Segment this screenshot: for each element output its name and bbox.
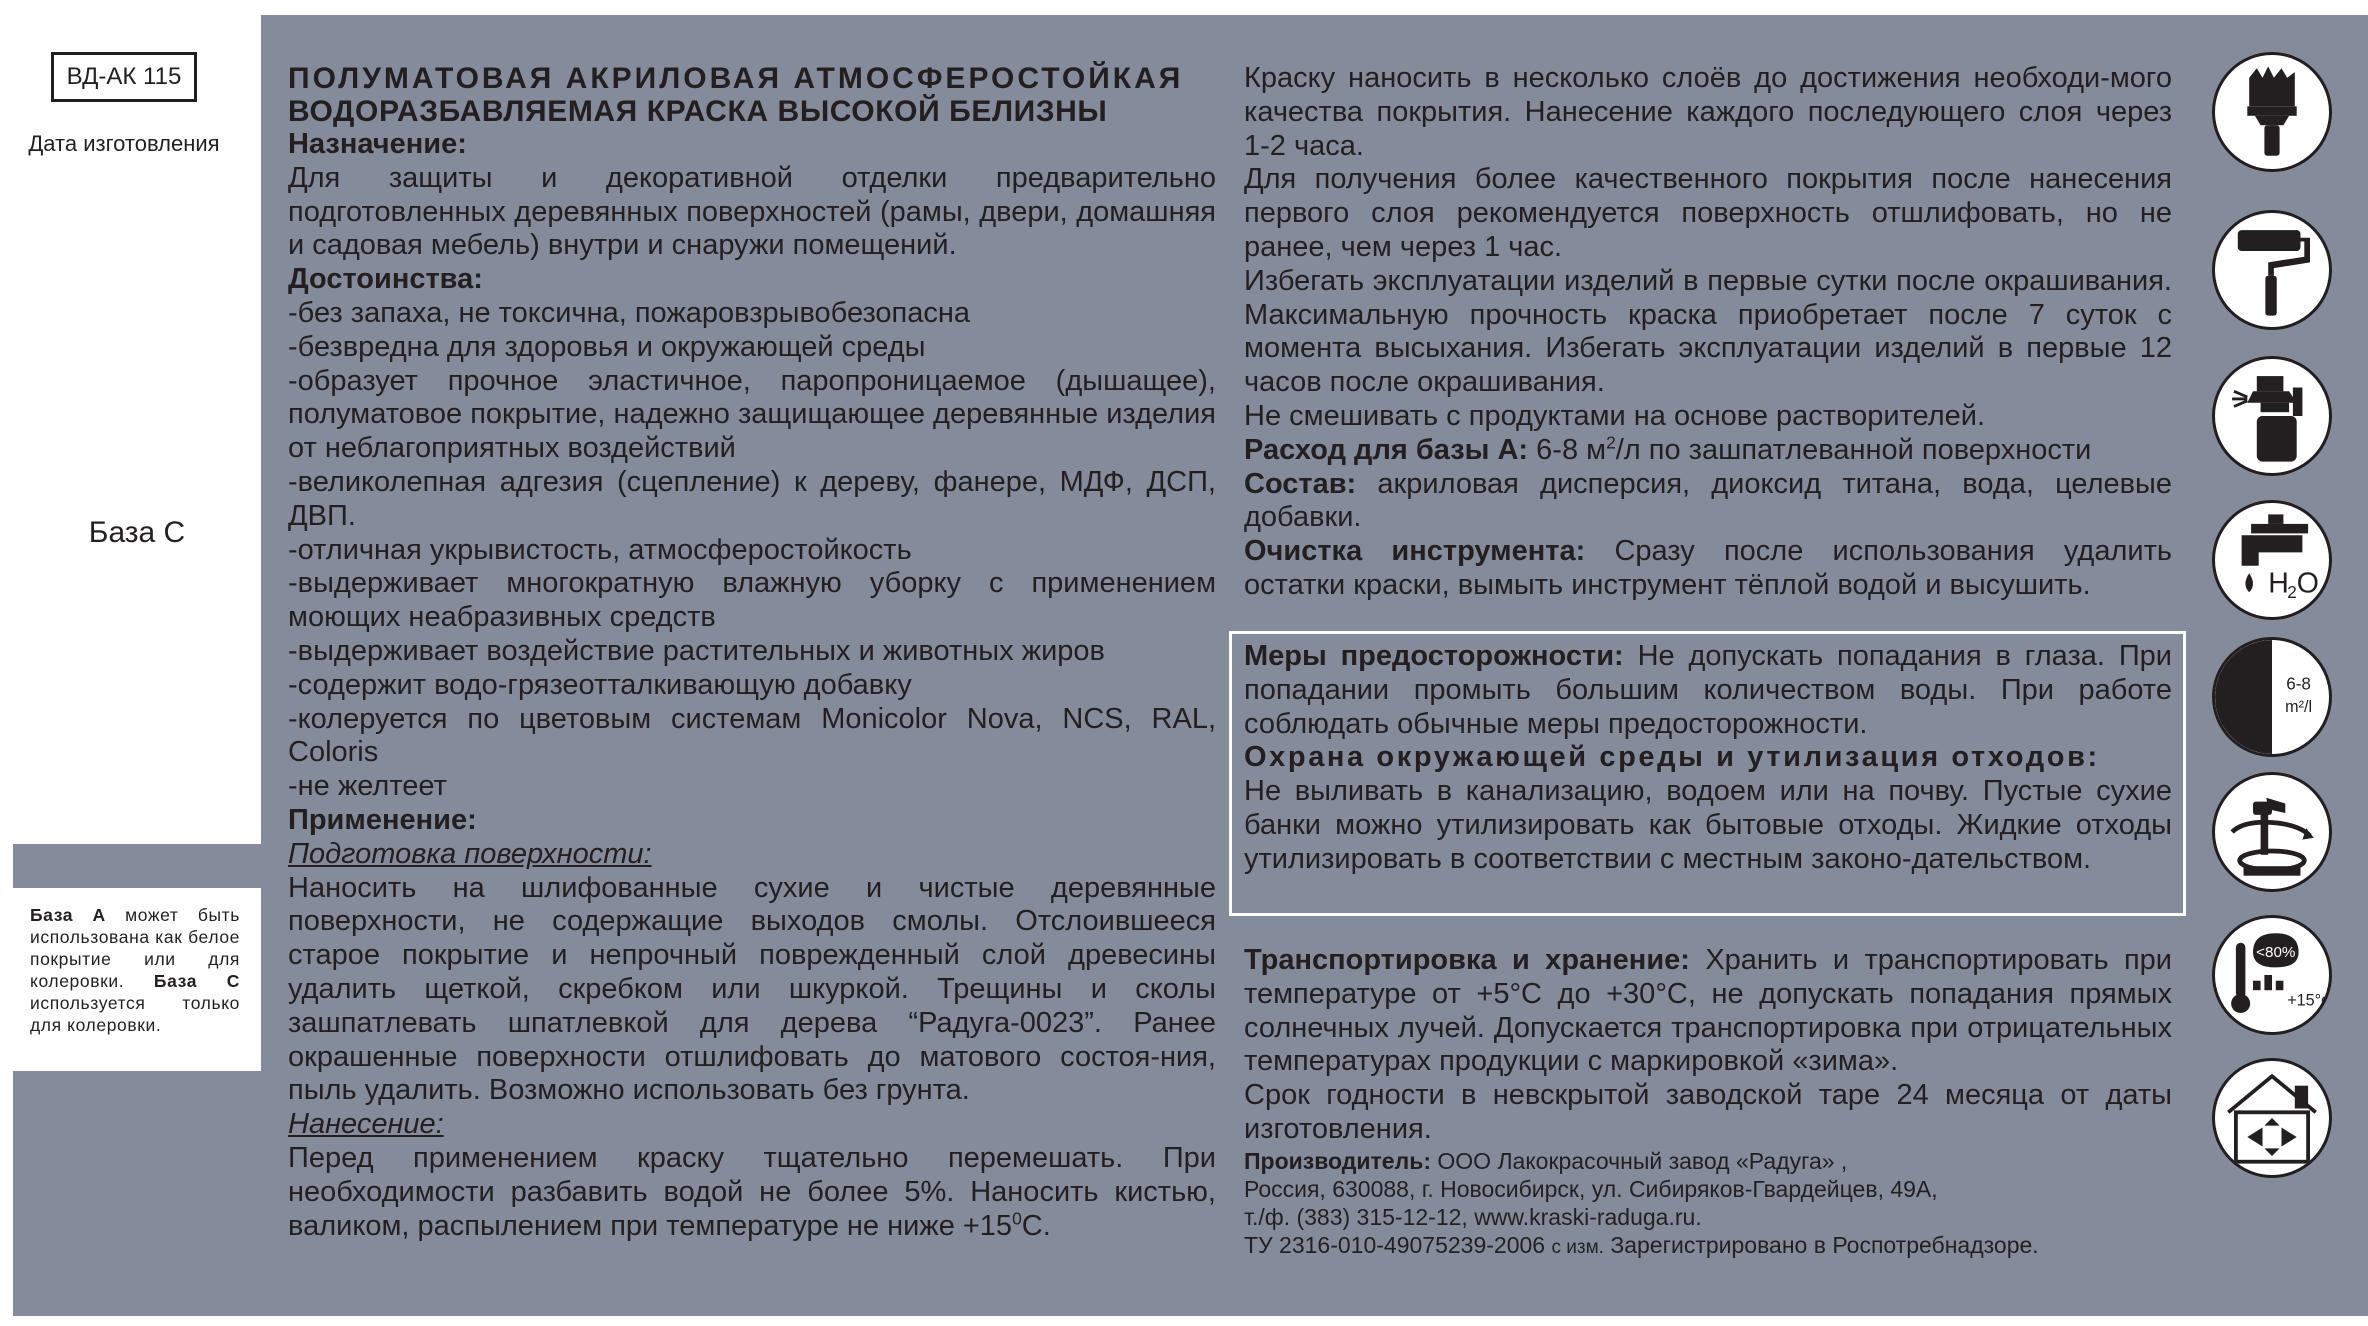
product-title-line2: ВОДОРАЗБАВЛЯЕМАЯ КРАСКА ВЫСОКОЙ БЕЛИЗНЫ: [288, 95, 1108, 128]
tu-small: с изм.: [1551, 1236, 1604, 1258]
composition-label: Состав:: [1244, 467, 1357, 500]
water-tap-icon: [2212, 500, 2332, 620]
apply-text: [288, 1142, 1216, 1243]
stir-icon: [2212, 772, 2332, 892]
manufacturer-name: ООО Лакокрасочный завод «Радуга» ,: [1437, 1147, 1848, 1174]
svg-text:O: O: [2296, 567, 2319, 600]
svg-text:+15°c: +15°c: [2287, 991, 2329, 1010]
transport-column: [1244, 944, 2172, 1262]
transport-label: Транспортировка и хранение:: [1244, 944, 1690, 976]
cleaning-label: Очистка инструмента:: [1244, 535, 1586, 568]
precautions: [1244, 640, 2172, 741]
tu-code: ТУ 2316-010-49075239-2006: [1244, 1231, 1546, 1258]
advantages-heading: Достоинства:: [288, 263, 483, 296]
purpose-text: Для защиты и декоративной отделки предварительно подготовленных деревянных поверхностей (рамы, двери, домашняя и садовая мебель) внутри и снаружи помещений.: [288, 161, 1216, 262]
application-heading: Применение:: [288, 803, 477, 836]
apply-heading: Нанесение:: [288, 1108, 444, 1141]
storage-temperature-icon: [2212, 915, 2332, 1035]
base-label: База С: [88, 516, 186, 549]
composition: [1244, 468, 2172, 536]
coverage-icon: [2212, 637, 2332, 757]
transport-text: Хранить и транспортировать при температуре от +5°С до +30°С, не допускать попадания прямых солнечных лучей. Допускается транспортировка при отрицательных температурах продукции с маркировкой «зима».: [1244, 944, 2172, 1078]
manufacturer-contacts: т./ф. (383) 315-12-12, www.kraski-raduga.ru.: [1244, 1203, 1702, 1230]
h2o-text: H: [2268, 567, 2289, 600]
manufacture-date-label: Дата изготовления: [28, 131, 220, 156]
advantage-item: -выдерживает воздействие растительных и животных жиров: [288, 634, 1105, 667]
base-note: [30, 904, 240, 1036]
cleaning: [1244, 535, 2172, 603]
apply-text-sup: 0: [1012, 1207, 1022, 1228]
manufacturer-address: Россия, 630088, г. Новосибирск, ул. Сибиряков-Гвардейцев, 49А,: [1244, 1175, 1938, 1202]
product-code: ВД-АК 115: [51, 52, 197, 102]
svg-text:<80%: <80%: [2256, 943, 2296, 961]
prep-heading: Подготовка поверхности:: [288, 837, 652, 870]
purpose-heading: Назначение:: [288, 128, 467, 160]
product-title-line1: ПОЛУМАТОВАЯ АКРИЛОВАЯ АТМОСФЕРОСТОЙКАЯ: [288, 62, 1184, 95]
advantage-item: -безвредна для здоровья и окружающей среды: [288, 330, 926, 363]
registered-text: Зарегистрировано в Роспотребнадзоре.: [1610, 1231, 2039, 1258]
advantages-list: [288, 297, 1216, 804]
sanding-text: Для получения более качественного покрытия после нанесения первого слоя рекомендуется поверхность отшлифовать, но не ранее, чем через 1 час.: [1244, 163, 2172, 263]
prep-text: Наносить на шлифованные сухие и чистые деревянные поверхности, не содержащие выходов смолы. Отслоившееся старое покрытие и непрочный поврежденный слой древесины удалить щеткой, скребком или шкуркой. Трещины и сколы зашпатлевать шпатлевкой для дерева “Радуга-0023”. Ранее окрашенные поверхности отшлифовать до матового состоя-ния, пыль удалить. Возможно использовать без грунта.: [288, 871, 1216, 1107]
brush-icon: [2212, 52, 2332, 172]
indoor-outdoor-icon: [2212, 1058, 2332, 1178]
advantage-item: -великолепная адгезия (сцепление) к дереву, фанере, МДФ, ДСП, ДВП.: [288, 465, 1216, 532]
consumption-value: 6-8 м: [1536, 433, 1607, 466]
manufacturer: [1244, 1147, 2172, 1175]
apply-text-end: С.: [1021, 1209, 1051, 1242]
precautions-text: Не допускать попадания в глаза. При попадании промыть большим количеством воды. При работе соблюдать обычные меры предосторожности.: [1244, 640, 2172, 740]
shelf-life: Срок годности в невскрытой заводской таре 24 месяца от даты изготовления.: [1244, 1079, 2172, 1145]
svg-text:6-8: 6-8: [2286, 674, 2311, 694]
manufacturer-label: Производитель:: [1244, 1147, 1431, 1174]
warning-text: [1244, 640, 2172, 877]
description-column: [288, 62, 1216, 1243]
composition-text: акриловая дисперсия, диоксид титана, вода, целевые добавки.: [1244, 467, 2172, 534]
cleaning-text: Сразу после использования удалить остатки краски, вымыть инструмент тёплой водой и высушить.: [1244, 535, 2172, 601]
svg-text:2: 2: [2287, 583, 2297, 602]
spray-gun-icon: [2212, 356, 2332, 476]
advantage-item: -не желтеет: [288, 770, 447, 803]
usage-text: Избегать эксплуатации изделий в первые сутки после окрашивания. Максимальную прочность краска приобретает после 7 суток с момента высыхания. Избегать эксплуатации изделий в первые 12 часов после окрашивания.: [1244, 264, 2172, 399]
transport: [1244, 944, 2172, 1079]
advantage-item: -отличная укрывистость, атмосферостойкость: [288, 533, 912, 566]
svg-text:m²/l: m²/l: [2285, 698, 2313, 717]
tu-line: [1244, 1231, 2172, 1262]
instructions-column: [1244, 62, 2172, 603]
consumption-sup: 2: [1606, 432, 1616, 453]
base-a-text: может быть использована как белое покрытие или для колеровки.: [30, 905, 241, 991]
advantage-item: -выдерживает многократную влажную уборку с применением моющих неабразивных средств: [288, 567, 1216, 634]
consumption-end: /л по зашпатлеванной поверхности: [1615, 433, 2092, 466]
base-c-label: База С: [153, 971, 240, 991]
advantage-item: -содержит водо-грязеотталкивающую добавку: [288, 668, 912, 701]
layers-text: Краску наносить в несколько слоёв до достижения необходи-мого качества покрытия. Нанесение каждого последующего слоя через 1-2 часа.: [1244, 62, 2172, 162]
consumption: [1244, 434, 2172, 468]
advantage-item: -без запаха, не токсична, пожаровзрывобезопасна: [288, 296, 971, 329]
advantage-item: -образует прочное эластичное, паропроницаемое (дышащее), полуматовое покрытие, надежно защищающее деревянные изделия от неблагоприятных воздействий: [288, 364, 1216, 465]
environment-label: Охрана окружающей среды и утилизация отходов:: [1244, 741, 2100, 774]
no-mix-text: Не смешивать с продуктами на основе растворителей.: [1244, 399, 1986, 432]
advantage-item: -колеруется по цветовым системам Monicolor Nova, NCS, RAL, Coloris: [288, 702, 1216, 769]
roller-icon: [2212, 210, 2332, 330]
apply-text-main: Перед применением краску тщательно перемешать. При необходимости разбавить водой не более 5%. Наносить кистью, валиком, распылением при температуре не ниже +15: [288, 1141, 1216, 1242]
precautions-label: Меры предосторожности:: [1244, 640, 1624, 672]
environment-text: Не выливать в канализацию, водоем или на почву. Пустые сухие банки можно утилизировать как бытовые отходы. Жидкие отходы утилизировать в соответствии с местным законо-дательством.: [1244, 775, 2172, 875]
consumption-label: Расход для базы А:: [1244, 433, 1529, 466]
base-a-label: База А: [30, 905, 106, 925]
base-c-text: используется только для колеровки.: [30, 993, 240, 1035]
